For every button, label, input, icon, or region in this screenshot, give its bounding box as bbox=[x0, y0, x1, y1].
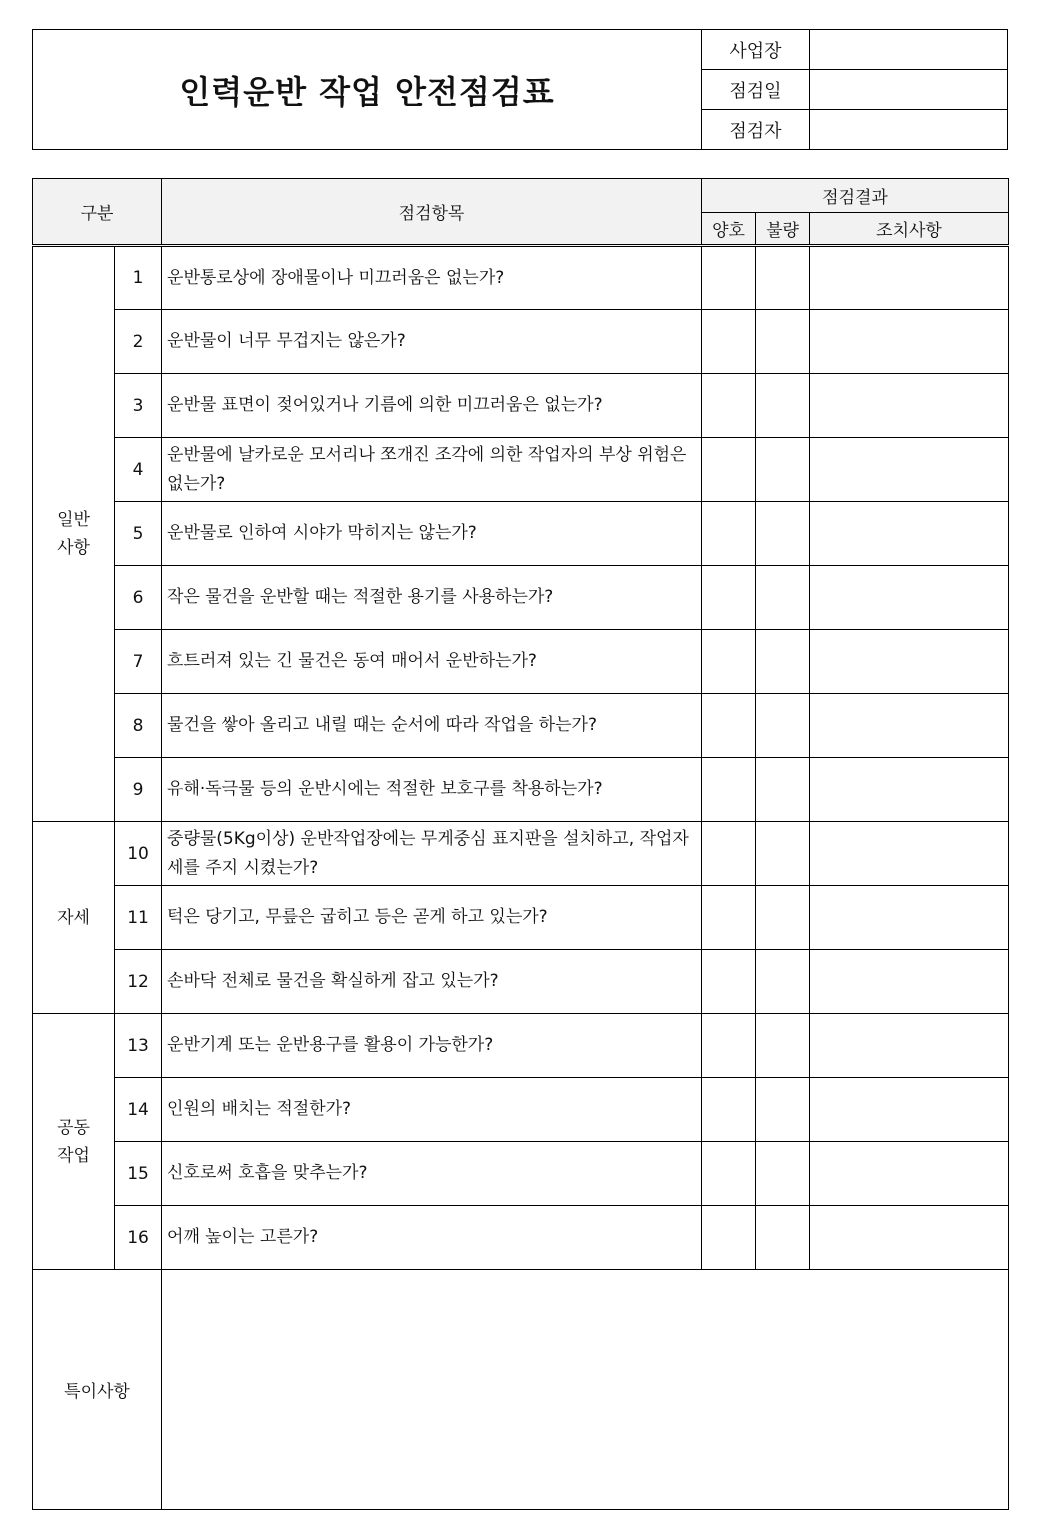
item-text: 인원의 배치는 적절한가? bbox=[162, 1078, 702, 1142]
checklist-row bbox=[33, 566, 1009, 630]
checklist-row bbox=[33, 886, 1009, 950]
item-text: 손바닥 전체로 물건을 확실하게 잡고 있는가? bbox=[162, 950, 702, 1014]
item-text: 중량물(5Kg이상) 운반작업장에는 무게중심 표지판을 설치하고, 작업자세를 주지 시켰는가? bbox=[162, 822, 702, 886]
category-label: 자세 bbox=[33, 822, 115, 1014]
item-text: 신호로써 호흡을 맞추는가? bbox=[162, 1142, 702, 1206]
item-text: 턱은 당기고, 무릎은 굽히고 등은 곧게 하고 있는가? bbox=[162, 886, 702, 950]
item-number: 2 bbox=[115, 310, 162, 374]
good-cell[interactable] bbox=[702, 1014, 756, 1078]
good-cell[interactable] bbox=[702, 950, 756, 1014]
notes-row bbox=[33, 1270, 1009, 1510]
result-header: 점검결과 bbox=[702, 179, 1009, 213]
meta-row-site bbox=[702, 30, 1007, 70]
item-text: 어깨 높이는 고른가? bbox=[162, 1206, 702, 1270]
action-cell[interactable] bbox=[810, 630, 1009, 694]
item-text: 운반통로상에 장애물이나 미끄러움은 없는가? bbox=[162, 246, 702, 310]
item-number: 5 bbox=[115, 502, 162, 566]
good-cell[interactable] bbox=[702, 566, 756, 630]
bad-cell[interactable] bbox=[756, 566, 810, 630]
document-title: 인력운반 작업 안전점검표 bbox=[33, 30, 702, 149]
action-cell[interactable] bbox=[810, 566, 1009, 630]
bad-cell[interactable] bbox=[756, 438, 810, 502]
action-cell[interactable] bbox=[810, 246, 1009, 310]
inspection-date-field[interactable] bbox=[810, 70, 1007, 109]
item-number: 10 bbox=[115, 822, 162, 886]
checklist-row bbox=[33, 310, 1009, 374]
meta-row-inspector bbox=[702, 110, 1007, 149]
item-number: 12 bbox=[115, 950, 162, 1014]
bad-cell[interactable] bbox=[756, 1078, 810, 1142]
action-cell[interactable] bbox=[810, 1078, 1009, 1142]
inspection-date-label: 점검일 bbox=[702, 70, 810, 109]
notes-label: 특이사항 bbox=[33, 1270, 162, 1510]
item-number: 13 bbox=[115, 1014, 162, 1078]
item-text: 운반물 표면이 젖어있거나 기름에 의한 미끄러움은 없는가? bbox=[162, 374, 702, 438]
good-cell[interactable] bbox=[702, 758, 756, 822]
bad-cell[interactable] bbox=[756, 246, 810, 310]
bad-cell[interactable] bbox=[756, 758, 810, 822]
item-number: 8 bbox=[115, 694, 162, 758]
item-number: 7 bbox=[115, 630, 162, 694]
bad-cell[interactable] bbox=[756, 502, 810, 566]
item-number: 3 bbox=[115, 374, 162, 438]
item-header: 점검항목 bbox=[162, 179, 702, 246]
inspector-field[interactable] bbox=[810, 110, 1007, 149]
checklist-row bbox=[33, 1206, 1009, 1270]
item-text: 작은 물건을 운반할 때는 적절한 용기를 사용하는가? bbox=[162, 566, 702, 630]
category-label: 공동 작업 bbox=[33, 1014, 115, 1270]
good-cell[interactable] bbox=[702, 1078, 756, 1142]
checklist-row bbox=[33, 950, 1009, 1014]
bad-header: 불량 bbox=[756, 213, 810, 246]
good-cell[interactable] bbox=[702, 374, 756, 438]
site-label: 사업장 bbox=[702, 30, 810, 69]
good-cell[interactable] bbox=[702, 502, 756, 566]
notes-field[interactable] bbox=[162, 1270, 1009, 1510]
action-cell[interactable] bbox=[810, 1014, 1009, 1078]
bad-cell[interactable] bbox=[756, 310, 810, 374]
item-text: 운반물에 날카로운 모서리나 쪼개진 조각에 의한 작업자의 부상 위험은 없는가? bbox=[162, 438, 702, 502]
item-text: 운반기계 또는 운반용구를 활용이 가능한가? bbox=[162, 1014, 702, 1078]
meta-fields bbox=[702, 30, 1007, 149]
bad-cell[interactable] bbox=[756, 694, 810, 758]
checklist-body bbox=[33, 246, 1009, 1510]
bad-cell[interactable] bbox=[756, 950, 810, 1014]
action-cell[interactable] bbox=[810, 758, 1009, 822]
bad-cell[interactable] bbox=[756, 630, 810, 694]
category-label: 일반 사항 bbox=[33, 246, 115, 822]
good-cell[interactable] bbox=[702, 822, 756, 886]
bad-cell[interactable] bbox=[756, 1142, 810, 1206]
bad-cell[interactable] bbox=[756, 1206, 810, 1270]
checklist-row bbox=[33, 1078, 1009, 1142]
site-field[interactable] bbox=[810, 30, 1007, 69]
action-cell[interactable] bbox=[810, 438, 1009, 502]
item-text: 운반물이 너무 무겁지는 않은가? bbox=[162, 310, 702, 374]
item-number: 15 bbox=[115, 1142, 162, 1206]
item-number: 4 bbox=[115, 438, 162, 502]
checklist-table bbox=[32, 178, 1009, 1510]
good-cell[interactable] bbox=[702, 886, 756, 950]
item-text: 물건을 쌓아 올리고 내릴 때는 순서에 따라 작업을 하는가? bbox=[162, 694, 702, 758]
item-text: 유해·독극물 등의 운반시에는 적절한 보호구를 착용하는가? bbox=[162, 758, 702, 822]
action-cell[interactable] bbox=[810, 950, 1009, 1014]
bad-cell[interactable] bbox=[756, 886, 810, 950]
item-number: 11 bbox=[115, 886, 162, 950]
good-cell[interactable] bbox=[702, 310, 756, 374]
action-cell[interactable] bbox=[810, 886, 1009, 950]
bad-cell[interactable] bbox=[756, 1014, 810, 1078]
action-cell[interactable] bbox=[810, 374, 1009, 438]
item-number: 9 bbox=[115, 758, 162, 822]
action-cell[interactable] bbox=[810, 822, 1009, 886]
inspector-label: 점검자 bbox=[702, 110, 810, 149]
action-header: 조치사항 bbox=[810, 213, 1009, 246]
category-header: 구분 bbox=[33, 179, 162, 246]
checklist-row bbox=[33, 694, 1009, 758]
good-cell[interactable] bbox=[702, 1142, 756, 1206]
item-number: 6 bbox=[115, 566, 162, 630]
checklist-row bbox=[33, 438, 1009, 502]
good-cell[interactable] bbox=[702, 438, 756, 502]
item-number: 16 bbox=[115, 1206, 162, 1270]
item-text: 운반물로 인하여 시야가 막히지는 않는가? bbox=[162, 502, 702, 566]
header-block bbox=[32, 29, 1008, 150]
good-cell[interactable] bbox=[702, 246, 756, 310]
bad-cell[interactable] bbox=[756, 374, 810, 438]
action-cell[interactable] bbox=[810, 502, 1009, 566]
checklist-row bbox=[33, 758, 1009, 822]
item-number: 1 bbox=[115, 246, 162, 310]
item-text: 흐트러져 있는 긴 물건은 동여 매어서 운반하는가? bbox=[162, 630, 702, 694]
checklist-row bbox=[33, 822, 1009, 886]
bad-cell[interactable] bbox=[756, 822, 810, 886]
item-number: 14 bbox=[115, 1078, 162, 1142]
action-cell[interactable] bbox=[810, 694, 1009, 758]
good-cell[interactable] bbox=[702, 1206, 756, 1270]
action-cell[interactable] bbox=[810, 1206, 1009, 1270]
checklist-row bbox=[33, 246, 1009, 310]
action-cell[interactable] bbox=[810, 310, 1009, 374]
action-cell[interactable] bbox=[810, 1142, 1009, 1206]
good-cell[interactable] bbox=[702, 630, 756, 694]
checklist-row bbox=[33, 1014, 1009, 1078]
good-cell[interactable] bbox=[702, 694, 756, 758]
checklist-row bbox=[33, 630, 1009, 694]
checklist-row bbox=[33, 502, 1009, 566]
meta-row-date bbox=[702, 70, 1007, 110]
good-header: 양호 bbox=[702, 213, 756, 246]
checklist-row bbox=[33, 1142, 1009, 1206]
checklist-row bbox=[33, 374, 1009, 438]
